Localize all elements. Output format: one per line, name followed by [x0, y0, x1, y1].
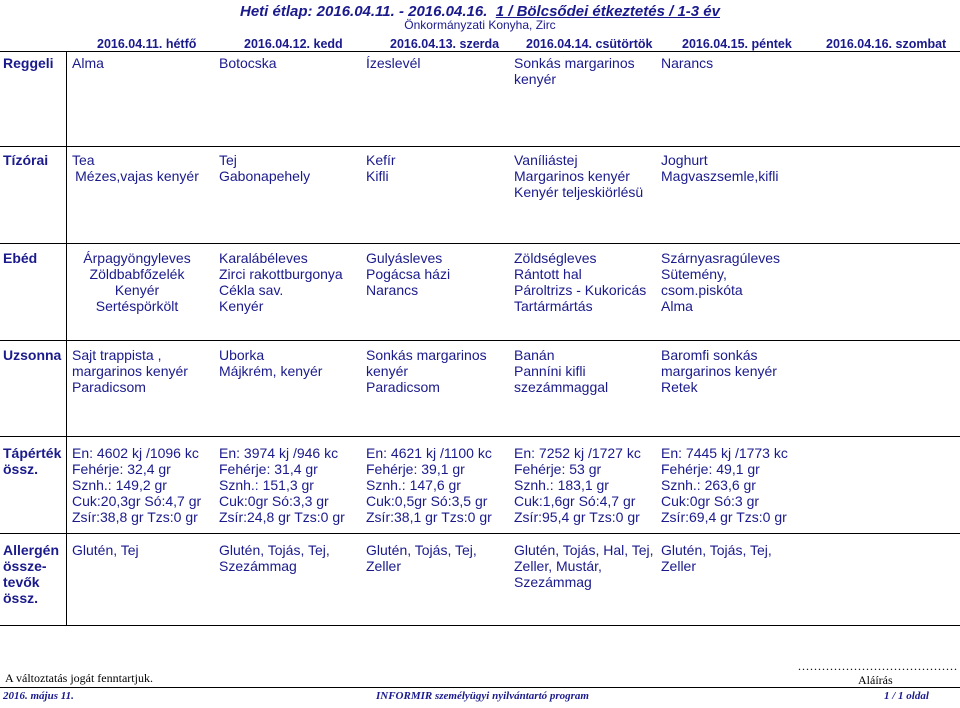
menu-cell: Botocska: [219, 55, 277, 71]
allergen-cell: Glutén, Tojás, Tej, Szezámmag: [219, 542, 330, 574]
footer-page: 1 / 1 oldal: [884, 690, 929, 702]
allergen-cell: Glutén, Tojás, Tej, Zeller: [661, 542, 772, 574]
footer-program: INFORMIR személyügyi nyilvántartó program: [376, 690, 589, 702]
menu-cell: Sonkás margarinos kenyér: [514, 55, 635, 87]
nutrition-cell: En: 4602 kj /1096 kc Fehérje: 32,4 gr Sznh.: 149,2 gr Cuk:20,3gr Só:4,7 gr Zsír:38,8 gr Tzs:0 gr: [72, 445, 202, 525]
nutrition-cell: En: 3974 kj /946 kc Fehérje: 31,4 gr Sznh.: 151,3 gr Cuk:0gr Só:3,3 gr Zsír:24,8 gr Tzs:0 gr: [219, 445, 345, 525]
allergen-cell: Glutén, Tojás, Tej, Zeller: [366, 542, 477, 574]
row-label: Tízórai: [3, 152, 49, 168]
day-header: 2016.04.15. péntek: [682, 37, 792, 51]
row-label: Allergén össze- tevők össz.: [3, 542, 60, 606]
row-divider: [0, 146, 960, 147]
row-label: Tápérték össz.: [3, 445, 62, 477]
rights-notice: A változtatás jogát fenntartjuk.: [5, 671, 153, 685]
nutrition-cell: En: 7445 kj /1773 kc Fehérje: 49,1 gr Sznh.: 263,6 gr Cuk:0gr Só:3 gr Zsír:69,4 gr Tzs:0 gr: [661, 445, 788, 525]
day-header: 2016.04.11. hétfő: [97, 37, 197, 51]
menu-cell: Tea Mézes,vajas kenyér: [72, 152, 199, 184]
nutrition-cell: En: 7252 kj /1727 kc Fehérje: 53 gr Sznh.: 183,1 gr Cuk:1,6gr Só:4,7 gr Zsír:95,4 gr Tzs:0 gr: [514, 445, 641, 525]
row-divider: [0, 340, 960, 341]
menu-cell: Joghurt Magvaszsemle,kifli: [661, 152, 779, 184]
signature-label: Aláírás: [858, 673, 893, 687]
row-divider: [0, 625, 960, 626]
page-subtitle: Önkormányzati Konyha, Zirc: [404, 18, 556, 32]
menu-cell: Ízeslevél: [366, 55, 421, 71]
day-header: 2016.04.14. csütörtök: [526, 37, 653, 51]
menu-cell: Vaníliástej Margarinos kenyér Kenyér teljeskiörlésü: [514, 152, 644, 200]
signature-line: ........................................: [798, 659, 958, 673]
menu-cell: Uborka Májkrém, kenyér: [219, 347, 323, 379]
footer-divider: [0, 687, 960, 688]
footer-date: 2016. május 11.: [3, 690, 74, 702]
allergen-cell: Glutén, Tojás, Hal, Tej, Zeller, Mustár, Szezámmag: [514, 542, 654, 590]
row-label: Ebéd: [3, 250, 38, 266]
day-header-row: [0, 37, 960, 51]
menu-cell: Sajt trappista , margarinos kenyér Paradicsom: [72, 347, 188, 395]
row-divider: [0, 243, 960, 244]
day-header: 2016.04.16. szombat: [826, 37, 947, 51]
day-header: 2016.04.12. kedd: [244, 37, 343, 51]
allergen-cell: Glutén, Tej: [72, 542, 139, 558]
title-week: Heti étlap: 2016.04.11. - 2016.04.16.: [239, 3, 488, 20]
menu-cell: Árpagyöngyleves Zöldbabfőzelék Kenyér Sertéspörkölt: [83, 250, 191, 314]
menu-cell: Narancs: [661, 55, 714, 71]
row-divider: [0, 436, 960, 437]
menu-cell: Baromfi sonkás margarinos kenyér Retek: [661, 347, 777, 395]
menu-cell: Tej Gabonapehely: [219, 152, 311, 184]
row-label: Uzsonna: [3, 347, 62, 363]
menu-cell: Szárnyasragúleves Sütemény, csom.piskóta Alma: [661, 250, 781, 314]
menu-cell: Alma: [72, 55, 104, 71]
row-label: Reggeli: [3, 55, 54, 71]
day-header: 2016.04.13. szerda: [390, 37, 500, 51]
menu-cell: Gulyásleves Pogácsa házi Narancs: [366, 250, 451, 298]
row-divider: [0, 533, 960, 534]
menu-grid: [0, 51, 960, 52]
menu-cell: Banán Panníni kifli szezámmaggal: [514, 347, 609, 395]
menu-cell: Kefír Kifli: [366, 152, 396, 184]
menu-cell: Zöldségleves Rántott hal Pároltrizs - Kukoricás Tartármártás: [514, 250, 647, 314]
label-column-divider: [66, 51, 67, 625]
menu-cell: Sonkás margarinos kenyér Paradicsom: [366, 347, 487, 395]
nutrition-cell: En: 4621 kj /1100 kc Fehérje: 39,1 gr Sznh.: 147,6 gr Cuk:0,5gr Só:3,5 gr Zsír:38,1 gr Tzs:0 gr: [366, 445, 492, 525]
menu-cell: Karalábéleves Zirci rakottburgonya Cékla sav. Kenyér: [219, 250, 343, 314]
title-group: 1 / Bölcsődei étkeztetés / 1-3 év: [495, 3, 720, 20]
